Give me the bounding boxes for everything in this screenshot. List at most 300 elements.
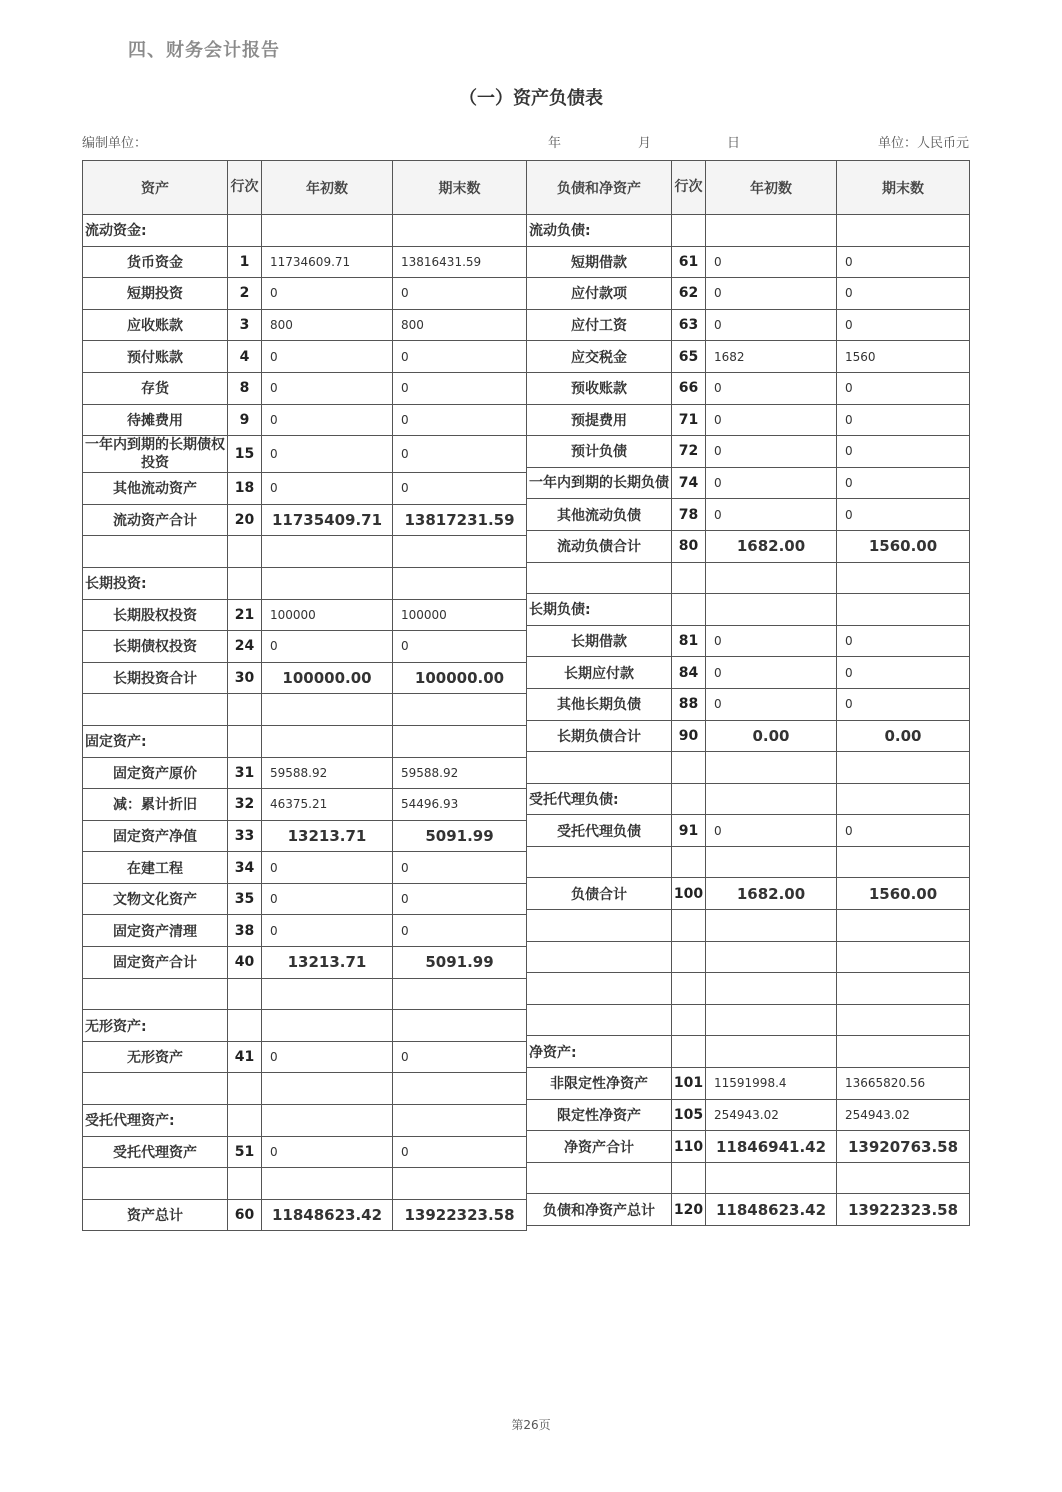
line-number: 71 [672, 404, 706, 436]
empty-cell [837, 1036, 970, 1068]
blank-row [527, 846, 970, 878]
empty-cell [228, 536, 262, 568]
item-name: 净资产合计 [527, 1131, 672, 1163]
table-row [83, 246, 527, 278]
item-name: 其他长期负债 [527, 688, 672, 720]
item-name: 一年内到期的长期债权投资 [83, 436, 228, 473]
item-name: 在建工程 [83, 852, 228, 884]
header-begin: 年初数 [706, 161, 837, 215]
item-name: 长期投资合计 [83, 662, 228, 694]
end-value: 0 [837, 688, 970, 720]
blank-row [527, 973, 970, 1005]
table-row [83, 436, 527, 473]
month-label: 月 [638, 136, 652, 151]
item-name: 固定资产清理 [83, 915, 228, 947]
table-row [527, 246, 970, 278]
empty-cell [262, 1105, 393, 1137]
begin-value: 59588.92 [262, 757, 393, 789]
liabilities-table [526, 160, 970, 1226]
section-label: 固定资产: [83, 725, 228, 757]
end-value: 100000.00 [393, 662, 527, 694]
empty-cell [837, 1004, 970, 1036]
blank-row [527, 562, 970, 594]
begin-value: 0 [262, 883, 393, 915]
item-name: 应付工资 [527, 309, 672, 341]
begin-value: 0 [706, 436, 837, 468]
item-name: 非限定性净资产 [527, 1068, 672, 1100]
blank-row [527, 941, 970, 973]
header-line-no: 行次 [672, 161, 706, 215]
empty-cell [228, 1105, 262, 1137]
begin-value: 46375.21 [262, 789, 393, 821]
end-value: 0 [393, 631, 527, 663]
balance-sheet [82, 160, 969, 1225]
begin-value: 11734609.71 [262, 246, 393, 278]
item-name: 资产总计 [83, 1199, 228, 1231]
item-name: 短期借款 [527, 246, 672, 278]
end-value: 0 [837, 815, 970, 847]
end-value: 0 [837, 278, 970, 310]
empty-cell [837, 941, 970, 973]
end-value: 0 [393, 1041, 527, 1073]
begin-value: 800 [262, 309, 393, 341]
table-row [527, 372, 970, 404]
header-assets: 资产 [83, 161, 228, 215]
empty-cell [837, 1162, 970, 1194]
empty-cell [262, 694, 393, 726]
liabilities-header-row [527, 161, 970, 215]
item-name: 应交税金 [527, 341, 672, 373]
begin-value: 100000.00 [262, 662, 393, 694]
item-name: 减：累计折旧 [83, 789, 228, 821]
empty-cell [228, 978, 262, 1010]
total-row [83, 504, 527, 536]
empty-cell [706, 910, 837, 942]
empty-cell [393, 1073, 527, 1105]
end-value: 13816431.59 [393, 246, 527, 278]
item-name: 一年内到期的长期负债 [527, 467, 672, 499]
empty-cell [527, 973, 672, 1005]
empty-cell [672, 1004, 706, 1036]
table-row [527, 278, 970, 310]
total-row [527, 530, 970, 562]
begin-value: 0 [262, 631, 393, 663]
item-name: 限定性净资产 [527, 1099, 672, 1131]
empty-cell [706, 846, 837, 878]
empty-cell [706, 783, 837, 815]
table-row [527, 499, 970, 531]
begin-value: 0 [262, 341, 393, 373]
empty-cell [672, 752, 706, 784]
table-row [527, 341, 970, 373]
line-number: 62 [672, 278, 706, 310]
item-name: 负债和净资产总计 [527, 1194, 672, 1226]
empty-cell [393, 1168, 527, 1200]
assets-header-row [83, 161, 527, 215]
line-number: 34 [228, 852, 262, 884]
end-value: 0 [393, 372, 527, 404]
day-label: 日 [727, 136, 741, 151]
line-number: 3 [228, 309, 262, 341]
assets-body [83, 215, 527, 1231]
table-row [83, 404, 527, 436]
end-value: 1560.00 [837, 878, 970, 910]
begin-value: 0 [706, 372, 837, 404]
line-number: 24 [228, 631, 262, 663]
empty-cell [527, 752, 672, 784]
table-row [527, 436, 970, 468]
document-title: （一）资产负债表 [459, 88, 603, 109]
item-name: 长期应付款 [527, 657, 672, 689]
page-number: 第26页 [511, 1418, 551, 1432]
blank-row [83, 978, 527, 1010]
item-name: 长期债权投资 [83, 631, 228, 663]
empty-cell [393, 694, 527, 726]
end-value: 5091.99 [393, 820, 527, 852]
begin-value: 1682.00 [706, 878, 837, 910]
empty-cell [262, 1073, 393, 1105]
begin-value: 0 [706, 246, 837, 278]
table-row [83, 473, 527, 505]
line-number: 120 [672, 1194, 706, 1226]
end-value: 0.00 [837, 720, 970, 752]
line-number: 72 [672, 436, 706, 468]
line-number: 18 [228, 473, 262, 505]
blank-row [527, 1004, 970, 1036]
empty-cell [672, 973, 706, 1005]
item-name: 受托代理负债 [527, 815, 672, 847]
line-number: 30 [228, 662, 262, 694]
table-row [527, 309, 970, 341]
item-name: 其他流动负债 [527, 499, 672, 531]
header-end: 期末数 [837, 161, 970, 215]
line-number: 32 [228, 789, 262, 821]
line-number: 61 [672, 246, 706, 278]
section-row [527, 594, 970, 626]
blank-row [83, 1073, 527, 1105]
end-value: 0 [837, 372, 970, 404]
empty-cell [527, 1004, 672, 1036]
end-value: 0 [837, 625, 970, 657]
end-value: 0 [393, 915, 527, 947]
line-number: 74 [672, 467, 706, 499]
empty-cell [706, 215, 837, 247]
line-number: 65 [672, 341, 706, 373]
begin-value: 11848623.42 [262, 1199, 393, 1231]
begin-value: 11846941.42 [706, 1131, 837, 1163]
line-number: 51 [228, 1136, 262, 1168]
empty-cell [228, 725, 262, 757]
empty-cell [393, 1105, 527, 1137]
line-number: 41 [228, 1041, 262, 1073]
empty-cell [837, 846, 970, 878]
empty-cell [228, 1073, 262, 1105]
empty-cell [228, 1168, 262, 1200]
table-row [527, 1068, 970, 1100]
end-value: 13922323.58 [393, 1199, 527, 1231]
empty-cell [837, 752, 970, 784]
section-heading: 四、财务会计报告 [128, 40, 280, 61]
begin-value: 0.00 [706, 720, 837, 752]
total-row [83, 947, 527, 979]
section-row [83, 1010, 527, 1042]
table-row [527, 815, 970, 847]
empty-cell [672, 215, 706, 247]
begin-value: 0 [262, 473, 393, 505]
end-value: 0 [393, 1136, 527, 1168]
table-row [527, 404, 970, 436]
empty-cell [83, 536, 228, 568]
empty-cell [672, 910, 706, 942]
empty-cell [393, 567, 527, 599]
begin-value: 0 [706, 625, 837, 657]
line-number: 78 [672, 499, 706, 531]
empty-cell [262, 978, 393, 1010]
line-number: 9 [228, 404, 262, 436]
line-number: 101 [672, 1068, 706, 1100]
empty-cell [527, 1162, 672, 1194]
begin-value: 0 [262, 1041, 393, 1073]
end-value: 5091.99 [393, 947, 527, 979]
empty-cell [83, 1073, 228, 1105]
line-number: 60 [228, 1199, 262, 1231]
empty-cell [706, 562, 837, 594]
empty-cell [393, 215, 527, 247]
item-name: 流动资产合计 [83, 504, 228, 536]
begin-value: 11735409.71 [262, 504, 393, 536]
begin-value: 100000 [262, 599, 393, 631]
table-row [527, 467, 970, 499]
begin-value: 0 [706, 657, 837, 689]
begin-value: 11591998.4 [706, 1068, 837, 1100]
table-row [83, 631, 527, 663]
begin-value: 0 [706, 688, 837, 720]
item-name: 文物文化资产 [83, 883, 228, 915]
total-row [83, 662, 527, 694]
blank-row [527, 910, 970, 942]
line-number: 88 [672, 688, 706, 720]
table-row [83, 278, 527, 310]
year-label: 年 [548, 136, 562, 151]
empty-cell [527, 941, 672, 973]
table-row [83, 757, 527, 789]
empty-cell [83, 1168, 228, 1200]
end-value: 800 [393, 309, 527, 341]
end-value: 13922323.58 [837, 1194, 970, 1226]
header-liabilities: 负债和净资产 [527, 161, 672, 215]
section-row [527, 783, 970, 815]
begin-value: 0 [262, 915, 393, 947]
begin-value: 1682 [706, 341, 837, 373]
line-number: 91 [672, 815, 706, 847]
end-value: 59588.92 [393, 757, 527, 789]
section-row [83, 725, 527, 757]
end-value: 0 [837, 499, 970, 531]
item-name: 应收账款 [83, 309, 228, 341]
blank-row [527, 752, 970, 784]
table-row [83, 372, 527, 404]
begin-value: 0 [706, 499, 837, 531]
empty-cell [527, 910, 672, 942]
line-number: 31 [228, 757, 262, 789]
line-number: 38 [228, 915, 262, 947]
empty-cell [706, 1162, 837, 1194]
assets-table [82, 160, 527, 1231]
begin-value: 0 [706, 404, 837, 436]
end-value: 254943.02 [837, 1099, 970, 1131]
item-name: 长期负债合计 [527, 720, 672, 752]
item-name: 应付款项 [527, 278, 672, 310]
table-row [527, 688, 970, 720]
begin-value: 11848623.42 [706, 1194, 837, 1226]
begin-value: 0 [706, 815, 837, 847]
empty-cell [837, 594, 970, 626]
end-value: 0 [393, 404, 527, 436]
empty-cell [262, 567, 393, 599]
end-value: 0 [837, 404, 970, 436]
empty-cell [837, 910, 970, 942]
empty-cell [262, 725, 393, 757]
begin-value: 0 [262, 436, 393, 473]
section-row [83, 215, 527, 247]
header-end: 期末数 [393, 161, 527, 215]
line-number: 8 [228, 372, 262, 404]
line-number: 2 [228, 278, 262, 310]
section-label: 长期投资: [83, 567, 228, 599]
item-name: 待摊费用 [83, 404, 228, 436]
empty-cell [706, 1036, 837, 1068]
end-value: 0 [393, 883, 527, 915]
end-value: 1560.00 [837, 530, 970, 562]
table-row [83, 1041, 527, 1073]
empty-cell [228, 694, 262, 726]
table-row [83, 599, 527, 631]
header-line-no: 行次 [228, 161, 262, 215]
item-name: 长期借款 [527, 625, 672, 657]
item-name: 预收账款 [527, 372, 672, 404]
item-name: 存货 [83, 372, 228, 404]
end-value: 0 [393, 852, 527, 884]
section-label: 流动资金: [83, 215, 228, 247]
total-row [83, 820, 527, 852]
end-value: 13817231.59 [393, 504, 527, 536]
item-name: 预付账款 [83, 341, 228, 373]
end-value: 0 [393, 341, 527, 373]
empty-cell [393, 725, 527, 757]
item-name: 其他流动资产 [83, 473, 228, 505]
line-number: 84 [672, 657, 706, 689]
line-number: 15 [228, 436, 262, 473]
empty-cell [393, 978, 527, 1010]
total-row [527, 720, 970, 752]
empty-cell [262, 1168, 393, 1200]
empty-cell [837, 783, 970, 815]
table-row [83, 309, 527, 341]
empty-cell [837, 973, 970, 1005]
total-row [527, 1131, 970, 1163]
liabilities-body [527, 215, 970, 1226]
begin-value: 0 [262, 404, 393, 436]
empty-cell [672, 594, 706, 626]
empty-cell [83, 978, 228, 1010]
section-label: 受托代理资产: [83, 1105, 228, 1137]
line-number: 105 [672, 1099, 706, 1131]
item-name: 流动负债合计 [527, 530, 672, 562]
empty-cell [83, 694, 228, 726]
empty-cell [527, 846, 672, 878]
item-name: 短期投资 [83, 278, 228, 310]
begin-value: 1682.00 [706, 530, 837, 562]
empty-cell [262, 536, 393, 568]
table-row [83, 852, 527, 884]
line-number: 66 [672, 372, 706, 404]
table-row [527, 1099, 970, 1131]
end-value: 1560 [837, 341, 970, 373]
empty-cell [672, 783, 706, 815]
section-row [527, 1036, 970, 1068]
end-value: 0 [393, 278, 527, 310]
section-label: 无形资产: [83, 1010, 228, 1042]
empty-cell [228, 215, 262, 247]
table-row [83, 789, 527, 821]
total-row [527, 878, 970, 910]
item-name: 预计负债 [527, 436, 672, 468]
preparer-label: 编制单位： [82, 136, 148, 151]
currency-label: 单位：人民币元 [878, 136, 970, 151]
blank-row [83, 1168, 527, 1200]
end-value: 0 [837, 657, 970, 689]
end-value: 13665820.56 [837, 1068, 970, 1100]
end-value: 0 [837, 246, 970, 278]
item-name: 长期股权投资 [83, 599, 228, 631]
line-number: 20 [228, 504, 262, 536]
table-row [83, 915, 527, 947]
item-name: 货币资金 [83, 246, 228, 278]
begin-value: 0 [706, 309, 837, 341]
section-row [83, 567, 527, 599]
header-begin: 年初数 [262, 161, 393, 215]
item-name: 固定资产净值 [83, 820, 228, 852]
begin-value: 0 [262, 278, 393, 310]
begin-value: 0 [262, 372, 393, 404]
line-number: 80 [672, 530, 706, 562]
total-row [83, 1199, 527, 1231]
empty-cell [262, 215, 393, 247]
item-name: 固定资产原价 [83, 757, 228, 789]
section-label: 流动负债: [527, 215, 672, 247]
item-name: 负债合计 [527, 878, 672, 910]
empty-cell [672, 1036, 706, 1068]
begin-value: 0 [262, 1136, 393, 1168]
line-number: 90 [672, 720, 706, 752]
table-row [527, 625, 970, 657]
end-value: 54496.93 [393, 789, 527, 821]
blank-row [83, 694, 527, 726]
begin-value: 0 [262, 852, 393, 884]
end-value: 13920763.58 [837, 1131, 970, 1163]
table-row [83, 341, 527, 373]
end-value: 100000 [393, 599, 527, 631]
line-number: 40 [228, 947, 262, 979]
empty-cell [706, 752, 837, 784]
line-number: 81 [672, 625, 706, 657]
empty-cell [837, 215, 970, 247]
table-row [83, 1136, 527, 1168]
end-value: 0 [837, 309, 970, 341]
section-row [527, 215, 970, 247]
line-number: 21 [228, 599, 262, 631]
end-value: 0 [393, 473, 527, 505]
